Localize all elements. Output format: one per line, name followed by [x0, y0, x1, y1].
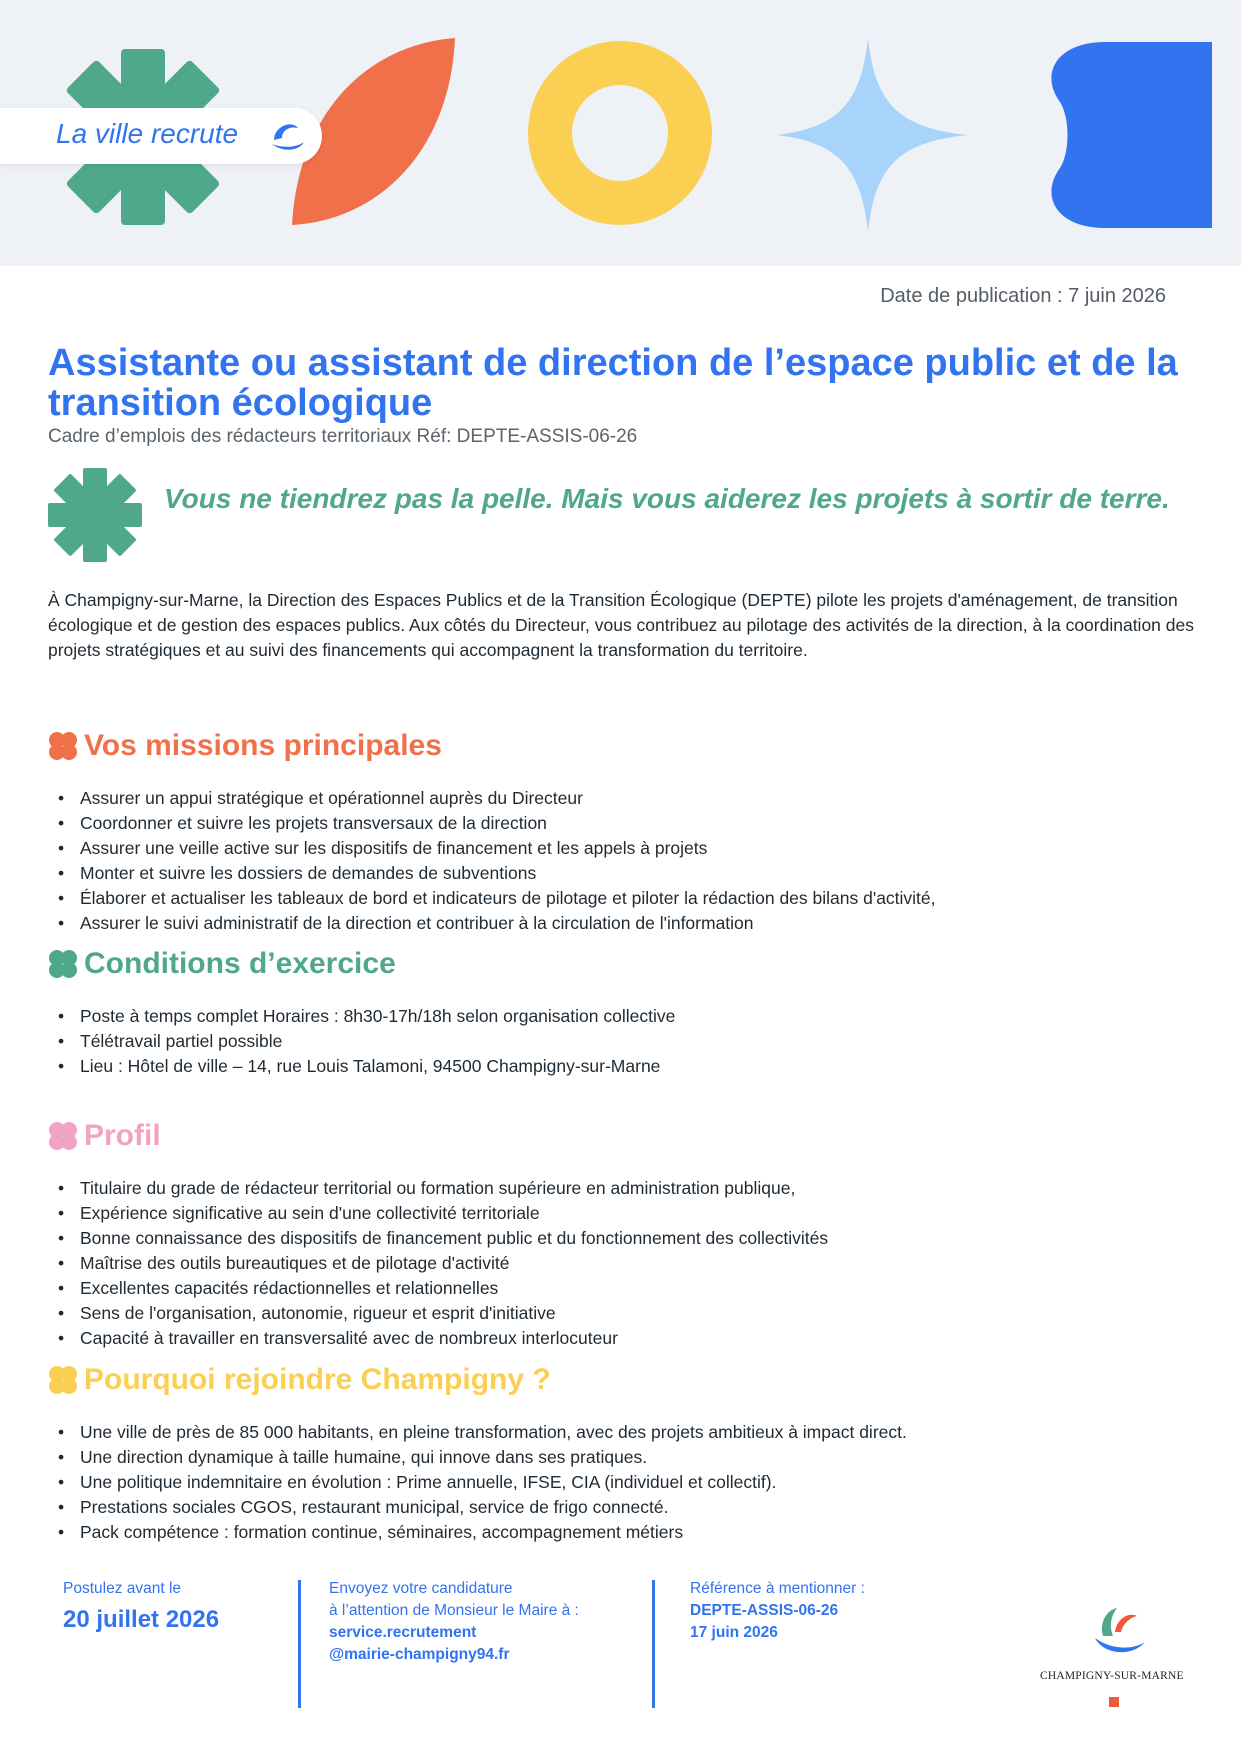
green-asterisk-icon: [46, 466, 144, 564]
list-item: • Bonne connaissance des dispositifs de financement public et du fonctionnement des collectivités: [80, 1226, 828, 1251]
section-missions: [48, 728, 936, 936]
city-name: CHAMPIGNY-SUR-MARNE: [1040, 1670, 1184, 1682]
list-item: • Titulaire du grade de rédacteur territorial ou formation supérieure en administration publique,: [80, 1176, 828, 1201]
list-item: • Élaborer et actualiser les tableaux de bord et indicateurs de pilotage et piloter la rédaction des bilans d'activité,: [80, 886, 936, 911]
reference-block: [690, 1578, 865, 1644]
tagline: Vous ne tiendrez pas la pelle. Mais vous aiderez les projets à sortir de terre.: [164, 483, 1170, 514]
profil-list: [48, 1176, 828, 1351]
section-pourquoi: [48, 1362, 907, 1545]
yellow-ring-shape: [550, 63, 690, 203]
clover-icon: [48, 949, 78, 979]
list-item: • Monter et suivre les dossiers de demandes de subventions: [80, 861, 936, 886]
section-title: Conditions d’exercice: [48, 946, 675, 982]
section-title: Profil: [48, 1118, 828, 1154]
clover-icon: [48, 731, 78, 761]
deadline-block: [63, 1578, 219, 1634]
intro-paragraph: À Champigny-sur-Marne, la Direction des Espaces Publics et de la Transition Écologique (DEPTE) pilote les projets d'aménagement, de transition écologique et de gestion des espaces publics. Aux côtés du Directeur, vous contribuez au pilotage des activités de la direction, à la coordination des projets stratégiques et au suivi des financements qui accompagnent la transformation du territoire.: [48, 590, 1194, 660]
footer-divider: [652, 1580, 655, 1708]
footer-divider: [298, 1580, 301, 1708]
list-item: • Coordonner et suivre les projets transversaux de la direction: [80, 811, 936, 836]
list-item: • Excellentes capacités rédactionnelles et relationnelles: [80, 1276, 828, 1301]
section-title: Vos missions principales: [48, 728, 936, 764]
deadline-date: 20 juillet 2026: [63, 1606, 220, 1633]
list-item: • Assurer un appui stratégique et opérationnel auprès du Directeur: [80, 786, 936, 811]
champigny-city-logo: [1085, 1602, 1151, 1662]
list-item: • Une direction dynamique à taille humaine, qui innove dans ses pratiques.: [80, 1445, 907, 1470]
ref-code: DEPTE-ASSIS-06-26: [690, 1602, 839, 1619]
list-item: • Poste à temps complet Horaires : 8h30-17h/18h selon organisation collective: [80, 1004, 675, 1029]
job-subtitle: Cadre d’emplois des rédacteurs territoriaux Réf: DEPTE-ASSIS-06-26: [48, 426, 638, 447]
list-item: • Pack compétence : formation continue, séminaires, accompagnement métiers: [80, 1520, 907, 1545]
list-item: • Une ville de près de 85 000 habitants, en pleine transformation, avec des projets ambitieux à impact direct.: [80, 1420, 907, 1445]
list-item: • Assurer le suivi administratif de la direction et contribuer à la circulation de l'information: [80, 911, 936, 936]
clover-icon: [48, 1365, 78, 1395]
missions-list: [48, 786, 936, 936]
clover-icon: [48, 1121, 78, 1151]
champigny-logo-icon: [268, 118, 308, 154]
list-item: • Lieu : Hôtel de ville – 14, rue Louis Talamoni, 94500 Champigny-sur-Marne: [80, 1054, 675, 1079]
section-conditions: [48, 946, 675, 1079]
section-profil: [48, 1118, 828, 1351]
list-item: • Maîtrise des outils bureautiques et de pilotage d'activité: [80, 1251, 828, 1276]
ref-label: Référence à mentionner :: [690, 1580, 865, 1597]
send-line-2: à l’attention de Monsieur le Maire à :: [329, 1602, 579, 1619]
list-item: • Capacité à travailler en transversalité avec de nombreux interlocuteur: [80, 1326, 828, 1351]
blue-b-shape: [1051, 42, 1212, 228]
red-square-mark: [1109, 1697, 1119, 1707]
list-item: • Prestations sociales CGOS, restaurant municipal, service de frigo connecté.: [80, 1495, 907, 1520]
email-line-1: service.recrutement: [329, 1624, 477, 1641]
list-item: • Télétravail partiel possible: [80, 1029, 675, 1054]
list-item: • Une politique indemnitaire en évolution : Prime annuelle, IFSE, CIA (individuel et collectif).: [80, 1470, 907, 1495]
email-link[interactable]: [329, 1622, 579, 1666]
conditions-list: [48, 1004, 675, 1079]
light-blue-star-shape: [776, 38, 968, 232]
deadline-label: Postulez avant le: [63, 1580, 182, 1597]
send-line-1: Envoyez votre candidature: [329, 1580, 513, 1597]
list-item: • Sens de l'organisation, autonomie, rigueur et esprit d'initiative: [80, 1301, 828, 1326]
list-item: • Assurer une veille active sur les dispositifs de financement et les appels à projets: [80, 836, 936, 861]
page-title: Assistante ou assistant de direction de l’espace public et de la transition écologique: [48, 342, 1178, 424]
publication-date: Date de publication : 7 juin 2026: [880, 285, 1166, 307]
list-item: • Expérience significative au sein d'une collectivité territoriale: [80, 1201, 828, 1226]
pourquoi-list: [48, 1420, 907, 1545]
footer: [0, 1570, 1241, 1730]
recrute-label: La ville recrute: [56, 118, 239, 149]
section-title: Pourquoi rejoindre Champigny ?: [48, 1362, 907, 1398]
email-line-2: @mairie-champigny94.fr: [329, 1646, 510, 1663]
ref-date: 17 juin 2026: [690, 1624, 778, 1641]
send-block: [329, 1578, 579, 1666]
